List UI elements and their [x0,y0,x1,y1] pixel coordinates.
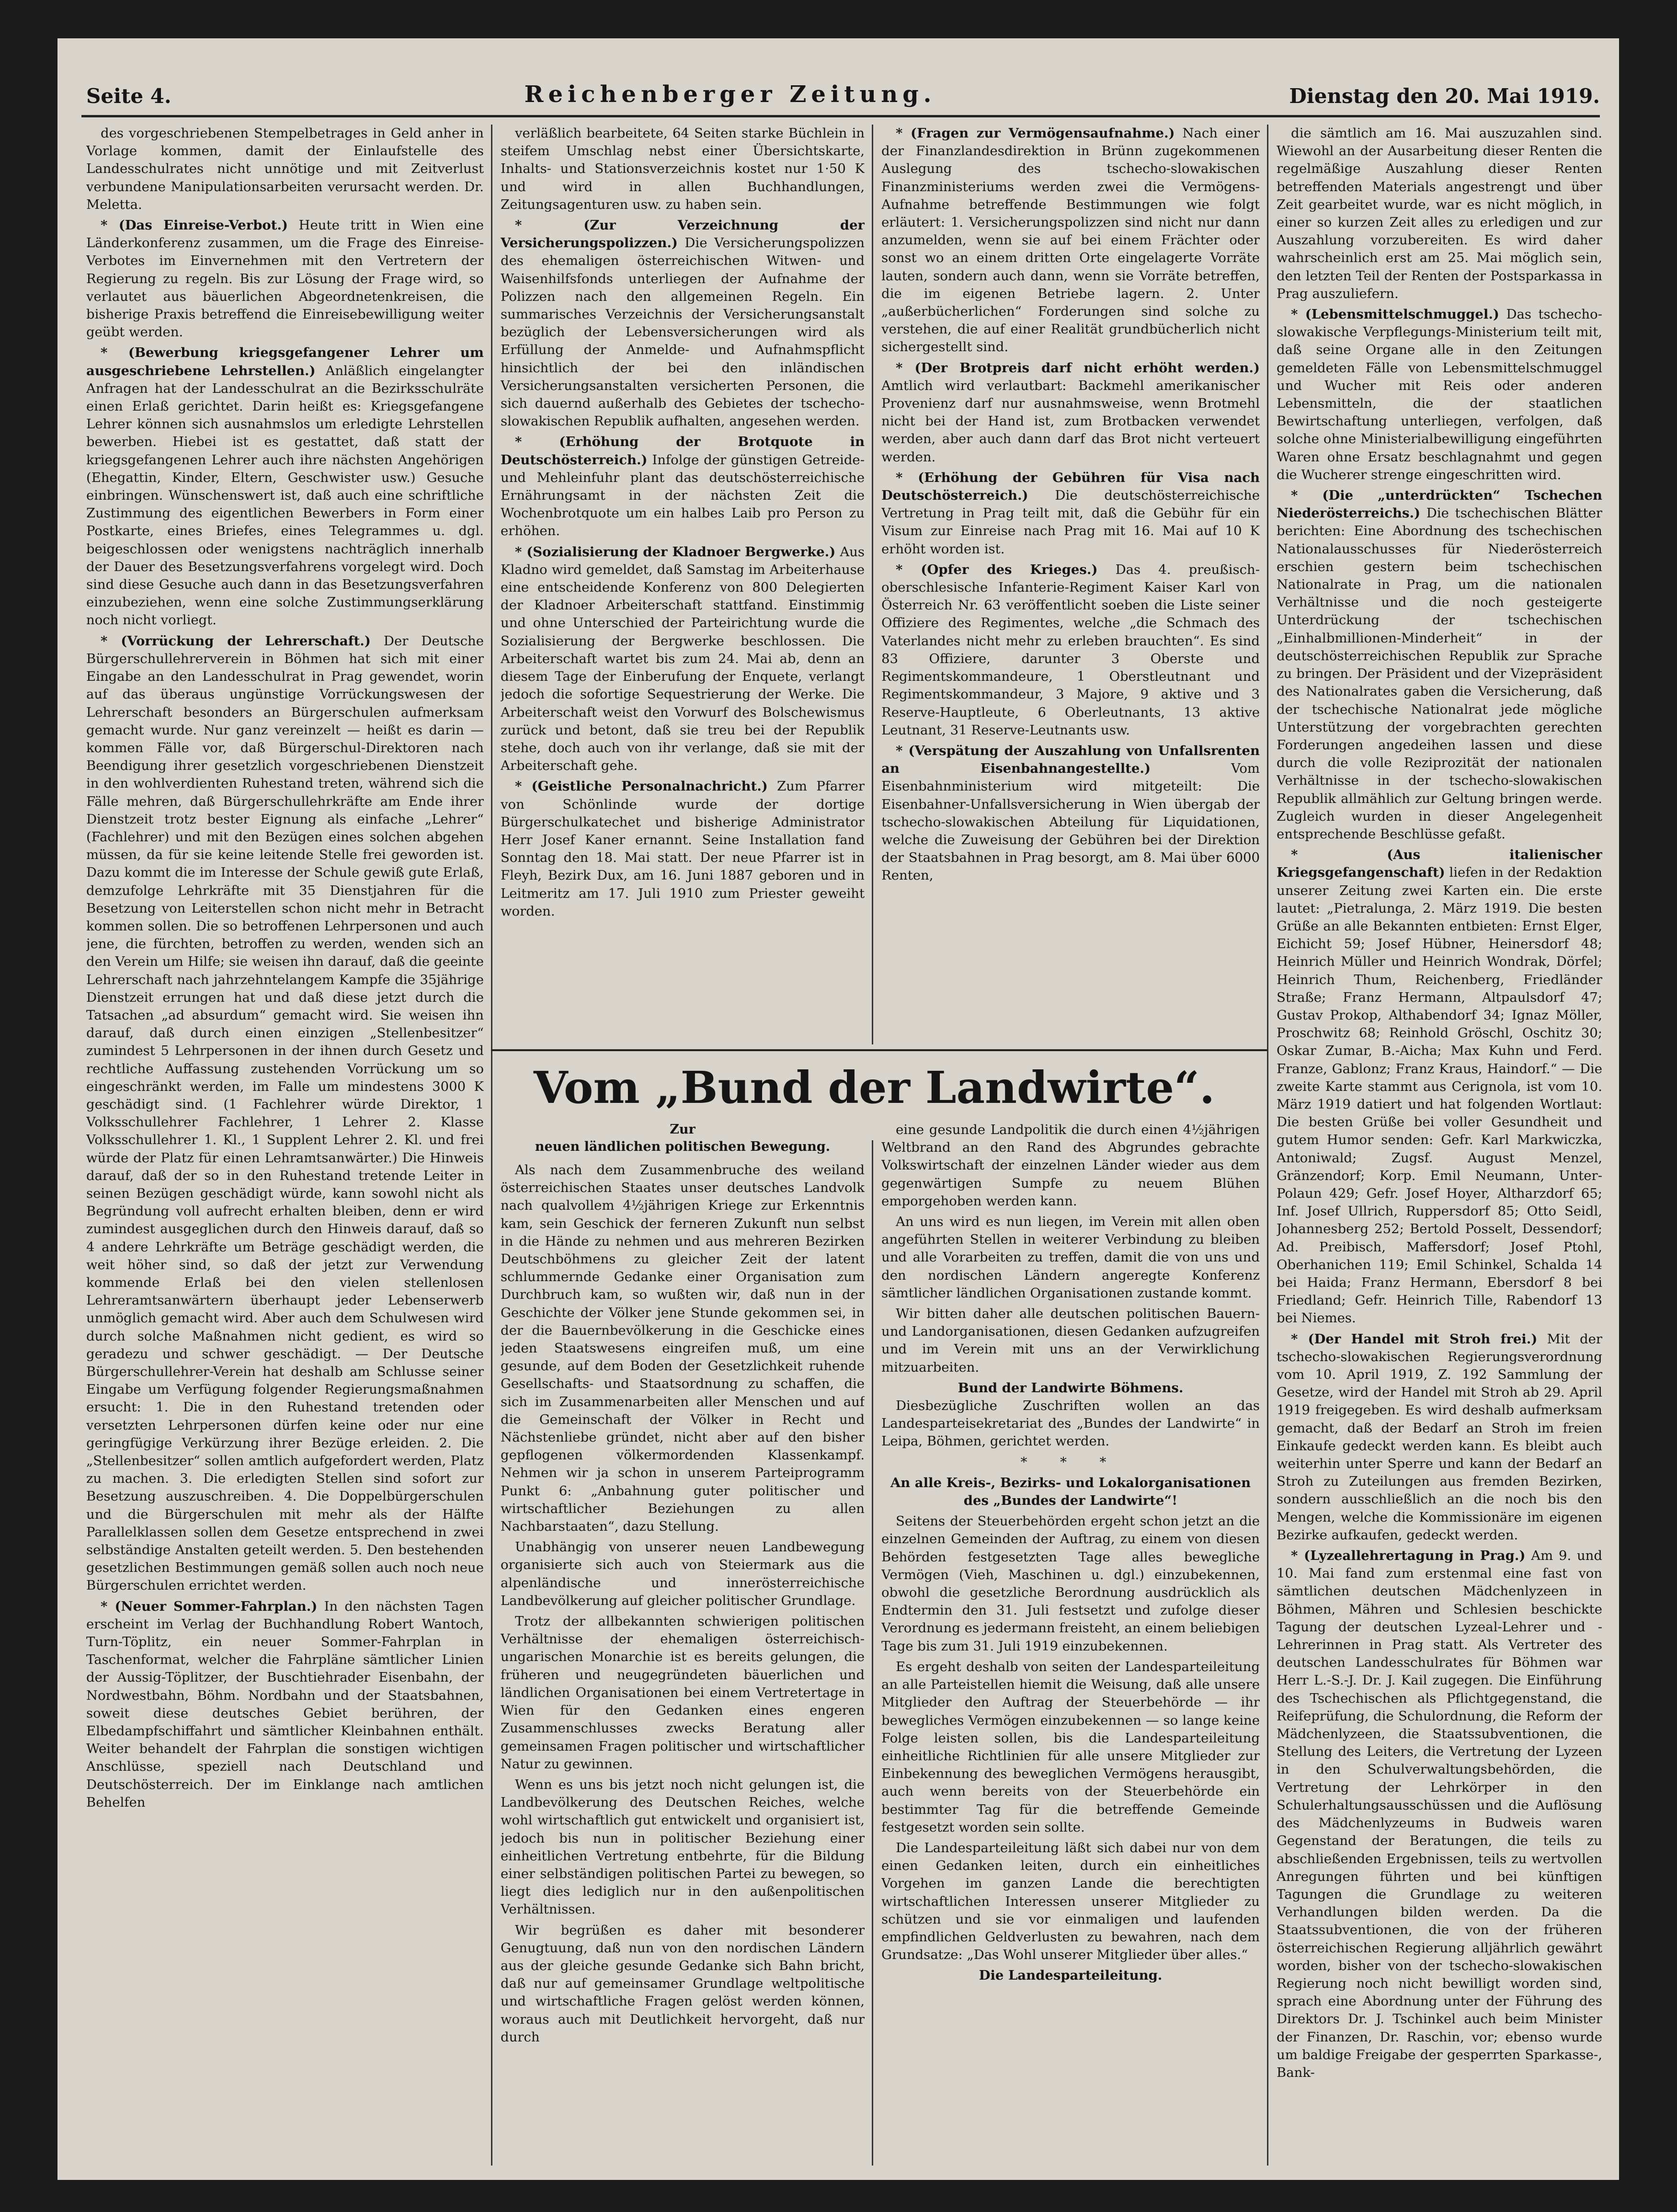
news-item [1277,1547,1602,2082]
news-item [881,359,1260,466]
column-1 [86,125,484,2170]
column-3 [881,125,1260,1044]
news-item-text: Zum Pfarrer von Schönlinde wurde der dortige Bürgerschulkatechet und bisherige Administrator Herr Josef Kaner ernannt. Seine Installation fand Sonntag den 18. Mai statt. Der neue Pfarrer ist in Fleyh, Bezirk Dux, am 16. Juni 1887 geboren und in Leitmeritz am 17. Juli 1910 zum Priester geweiht worden. [501,779,865,919]
news-item-heading: * (Opfer des Krieges.) [896,562,1098,577]
news-item-heading: * (Lyzeallehrertagung in Prag.) [1291,1548,1526,1564]
news-item-text: verläßlich bearbeitete, 64 Seiten starke Büchlein in steifem Umschlag nebst einer Übersichtskarte, Inhalts- und Stationsverzeichnis kostet nur 1·50 K und wird in allen Buchhandlungen, Zeitungsagenturen usw. zu haben sein. [501,126,865,212]
news-item-text: Das 4. preußisch-oberschlesische Infanterie-Regiment Kaiser Karl von Österreich Nr. 63 veröffentlicht soeben die Liste seiner Offiziere des Regimentes, welche „die Schmach des Vaterlandes nicht mehr zu erleben brauchten“. Es sind 83 Offiziere, darunter 3 Oberste und Regimentskommandeure, 1 Oberstleutnant und Regimentskommandeur, 3 Majore, 9 aktive und 3 Reserve-Hauptleute, 6 Oberleutnants, 13 aktive Leutnant, 31 Reserve-Leutnants usw. [881,562,1260,738]
news-item-heading: * (Bewerbung kriegsgefangener Lehrer um ausgeschriebene Lehrstellen.) [86,345,484,378]
feature-subtitle-1: Zur [670,1122,696,1137]
news-item-text: Nach einer der Finanzlandesdirektion in Brünn zugekommenen Auslegung des tschecho-slowakischen Finanzministeriums werden zwei die Vermögens-Aufnahme betreffende Bestimmungen wie folgt erläutert: 1. Versicherungspolizzen sind nicht nur dann anzumelden, wenn sie auf bei einem Frächter oder sonst wo an einem dritten Orte eingelagerte Vorräte lauten, sondern auch dann, wenn sie Vorräte betreffen, die im eigenen Betriebe lagern. 2. Unter „außerbücherlichen“ Forderungen sind solche zu verstehen, die auf einer Realität grundbücherlich nicht sichergestellt sind. [881,126,1260,355]
news-item [1277,125,1602,303]
feature-paragraph: Die Landesparteileitung läßt sich dabei nur von dem einen Gedanken leiten, durch ein einheitliches Vorgehen im ganzen Lande die berechtigten wirtschaftlichen Interessen unserer Mitglieder zu schützen und sie vor einmaligen und laufenden empfindlichen Geldverlusten zu bewahren, nach dem Grundsatze: „Das Wohl unserer Mitglieder über alles.“ [881,1840,1260,1963]
feature-paragraph: eine gesunde Landpolitik die durch einen 4½jährigen Weltbrand an den Rand des Abgrundes gebrachte Volkswirtschaft der einzelnen Länder wieder aus dem gegenwärtigen Sumpfe zu neuem Blühen emporgehoben werden kann. [881,1122,1260,1209]
feature-paragraph: Trotz der allbekannten schwierigen politischen Verhältnisse der ehemaligen österreichisch-ungarischen Monarchie ist es bereits gelungen, die früheren und neugegründeten bäuerlichen und ländlichen Organisationen bei einem Vertretertage in Wien für den Gedanken eines engeren Zusammenschlusses zwecks Beratung aller gemeinsamen Fragen politischer und wirtschaftlicher Natur zu gewinnen. [501,1614,865,1772]
header-rule [81,115,1600,117]
news-item-heading: * (Der Brotpreis darf nicht erhöht werden.) [896,360,1260,376]
newspaper-page [57,38,1619,2180]
column-2 [501,125,865,1044]
news-item [881,125,1260,356]
feature-paragraph: An uns wird es nun liegen, im Verein mit allen oben angeführten Stellen in weiterer Verbindung zu bleiben und alle Vorarbeiten zu treffen, damit die von uns und den nordischen Ländern angeregte Konferenz sämtlicher ländlichen Organisationen zustande kommt. [881,1214,1260,1301]
news-item-text: liefen in der Redaktion unserer Zeitung zwei Karten ein. Die erste lautet: „Pietralunga, 2. März 1919. Die besten Grüße an alle Bekannten entbieten: Ernst Elger, Eichicht 59; Josef Hübner, Heinersdorf 48; Heinrich Müller und Heinrich Wondrak, Dörfel; Heinrich Thum, Reichenberg, Friedländer Straße; Franz Hermann, Altpaulsdorf 47; Gustav Prokop, Althabendorf 34; Ignaz Möller, Proschwitz 68; Reinhold Gröschl, Oschitz 30; Oskar Zumar, B.-Aicha; Max Kuhn und Ferd. Franze, Gablonz; Franz Kraus, Haindorf.“ — Die zweite Karte stammt aus Cerignola, ist vom 10. März 1919 datiert und hat folgenden Wortlaut: Die besten Grüße bei voller Gesundheit und gutem Humor senden: Gefr. Karl Markwiczka, Antoniwald; Zugsf. August Menzel, Gränzendorf; Korp. Emil Neumann, Unter-Polaun 429; Gefr. Josef Hoyer, Altharzdorf 65; Inf. Josef Ullrich, Ruppersdorf 85; Otto Seidl, Johannesberg 252; Bertold Posselt, Dessendorf; Ad. Preibisch, Maffersdorf; Josef Ptohl, Oberhanichen 119; Emil Schinkel, Schalda 14 bei Haida; Franz Hermann, Ebersdorf 8 bei Friedland; Gefr. Heinrich Tille, Rabendorf 13 bei Niemes. [1277,865,1602,1326]
news-item [86,217,484,341]
news-item [501,125,865,214]
news-item [881,742,1260,885]
feature-paragraph: Wir bitten daher alle deutschen politischen Bauern- und Landorganisationen, diesen Gedanken aufzugreifen und im Verein mit uns an der Verwirklichung mitzuarbeiten. [881,1306,1260,1375]
news-item-text: In den nächsten Tagen erscheint im Verlag der Buchhandlung Robert Wantoch, Turn-Töplitz, ein neuer Sommer-Fahrplan in Taschenformat, welcher die Fahrpläne sämtlicher Linien der Aussig-Töplitzer, der Buschtiehrader Eisenbahn, der Nordwestbahn, Böhm. Nordbahn und der Staatsbahnen, soweit diese deutsches Gebiet berühren, der Elbedampfschiffahrt und sämtlicher Kleinbahnen enthält. Weiter behandelt der Fahrplan die sonstigen wichtigen Anschlüsse, speziell nach Deutschland und Deutschösterreich. Der im Einklange nach amtlichen Behelfen [86,1598,484,1810]
feature-paragraph: Seitens der Steuerbehörden ergeht schon jetzt an die einzelnen Gemeinden der Auftrag, zu einem von diesen Behörden festgesetzten Tage alles bewegliche Vermögen (Vieh, Maschinen u. dgl.) einzubekennen, obwohl die gesetzliche Berordnung ausdrücklich als Endtermin den 31. Juli festsetzt und zufolge dieser Verordnung es jedermann freisteht, an einem beliebigen Tage bis zum 31. Juli 1919 einzubekennen. [881,1513,1260,1654]
news-item-heading: * (Die „unterdrückten“ Tschechen Niederösterreichs.) [1277,488,1602,521]
news-item-heading: * (Sozialisierung der Kladnoer Bergwerke.) [515,544,836,560]
column-4 [1277,125,1602,2170]
news-item [1277,487,1602,843]
news-item-heading: * (Neuer Sommer-Fahrplan.) [101,1598,318,1614]
news-item-heading: * (Fragen zur Vermögensaufnahme.) [896,126,1175,141]
feature-column-a [501,1121,865,2170]
news-item-heading: * (Vorrückung der Lehrerschaft.) [101,633,371,649]
news-item-heading: * (Lebensmittelschmuggel.) [1291,307,1499,322]
page-number: Seite 4. [86,84,171,108]
news-item-text: Der Deutsche Bürgerschullehrerverein in Böhmen hat sich mit einer Eingabe an den Landesschulrat in Prag gewendet, worin auf das überaus ungünstige Vorrückungswesen der Lehrerschaft besonders an Bürgerschulen aufmerksam gemacht wurde. Nur ganz vereinzelt — heißt es darin — kommen Fälle vor, daß Bürgerschul-Direktoren nach Beendigung ihrer gesetzlich vorgeschriebenen Dienstzeit in den wohlverdienten Ruhestand treten, während sich die Fälle mehren, daß Bürgerschullehrkräfte am Ende ihrer Dienstzeit trotz bester Eignung als einfache „Lehrer“ (Fachlehrer) und mit den Bezügen eines solchen abgehen müssen, da für sie keine leitende Stelle frei geworden ist. Dazu kommt die im Interesse der Schule gewiß gute Erlaß, demzufolge Lehrkräfte mit 35 Dienstjahren für die Besetzung von Leiterstellen schon nicht mehr in Betracht kommen sollen. Die so betroffenen Lehrpersonen und auch jene, die fürchten, betroffen zu werden, wenden sich an den Verein um Hilfe; sie weisen ihn darauf, daß die geeinte Lehrerschaft nach jahrzehntelangem Kampfe die 35jährige Dienstzeit errungen hat und daß diese jetzt durch die Tatsachen „ad absurdum“ gemacht wird. Sie weisen ihn darauf, daß durch einen einzigen „Stellenbesitzer“ zumindest 5 Lehrpersonen in der ihnen durch Gesetz und rechtliche Auffassung zustehenden Vorrückung um so eingeschränkt werden, im Falle um mindestens 3000 K geschädigt sind. (1 Fachlehrer würde Direktor, 1 Volksschullehrer Fachlehrer, 1 Lehrer 2. Klasse Volksschullehrer 1. Kl., 1 Supplent Lehrer 2. Kl. und frei würde der Platz für einen Lehramtsanwärter.) Die Hinweis darauf, daß der so in den Ruhestand tretende Leiter in seinen Bezügen geschädigt würde, kann sowohl nicht als Begründung voll aufrecht erhalten bleiben, denn er wird zumindest ausgeglichen durch den Hinweis darauf, daß so 4 andere Lehrkräfte um Beträge geschädigt werden, die weit höher sind, so daß der jetzt zur Verwendung kommende Erlaß bei den vielen stellenlosen Lehreramtsanwärtern überhaupt jeder Lebenserwerb unmöglich gemacht wird. Aber auch dem Schulwesen wird durch solche Maßnahmen nicht gedient, es wird so geradezu und schwer geschädigt. — Der Deutsche Bürgerschullehrer-Verein hat deshalb am Schlusse seiner Eingabe um Verfügung folgender Regierungsmaßnahmen ersucht: 1. Die in den Ruhestand tretenden oder versetzten Lehrpersonen dürfen keine oder nur eine geringfügige Verkürzung ihrer Bezüge erleiden. 2. Die „Stellenbesitzer“ sollen amtlich aufgefordert werden, Platz zu machen. 3. Die erledigten Stellen sind sofort zur Besetzung auszuschreiben. 4. Die Doppelbürgerschulen und die Bürgerschulen mit mehr als der Hälfte Parallelklassen sollen dem Gesetze entsprechend in zwei selbständige Anstalten geteilt werden. 5. Den bestehenden gesetzlichen Bestimmungen gemäß sollen auch noch neue Bürgerschulen errichtet werden. [86,633,484,1593]
news-item [881,561,1260,739]
news-item-text: Am 9. und 10. Mai fand zum erstenmal eine fast von sämtlichen deutschen Mädchenlyzeen in Böhmen, Mähren und Schlesien beschickte Tagung der deutschen Lyzeal-Lehrer und -Lehrerinnen in Prag statt. Als Vertreter des deutschen Landesschulrates für Böhmen war Herr L.-S.-J. Dr. J. Kail zugegen. Die Einführung des Tschechischen als Pflichtgegenstand, die Reifeprüfung, die Schulordnung, die Reform der Mädchenlyzeen, die Staatssubventionen, die Stellung des Leiters, die Vertretung der Lyzeen in den Schulverwaltungsbehörden, die Vertretung der Lehrkörper in den Schulerhaltungsausschüssen und die Auflösung des Mädchenlyzeums in Budweis waren Gegenstand der Beratungen, die teils zu abschließenden Ergebnissen, teils zu wertvollen Anregungen führten und bei künftigen Tagungen die Grundlage zu weiteren Verhandlungen bilden werden. Da die Staatssubventionen, die von der früheren österreichischen Regierung alljährlich gewährt worden, bisher von der tschecho-slowakischen Regierung noch nicht bewilligt worden sind, sprach eine Abordnung unter der Führung des Direktors Dr. J. Tschinkel auch beim Minister der Finanzen, Dr. Raschin, vor; ebenso wurde um baldige Freigabe der gesperrten Sparkasse-, Bank- [1277,1548,1602,2080]
news-item [86,632,484,1595]
feature-paragraph: Es ergeht deshalb von seiten der Landesparteileitung an alle Parteistellen hiemit die Weisung, daß alle unsere Mitglieder den Auftrag der Steuerbehörde — ihr bewegliches Vermögen einzubekennen — so lange keine Folge leisten sollen, bis die Landesparteileitung einheitliche Richtlinien für alle unsere Mitglieder zur Einbekennung des beweglichen Vermögens herausgibt, auch wenn bereits von der Steuerbehörde ein bestimmter Tag für die betreffende Gemeinde festgesetzt worden sein sollte. [881,1659,1260,1835]
news-item-text: Heute tritt in Wien eine Länderkonferenz zusammen, um die Frage des Einreise-Verbotes im Einvernehmen mit den Vertretern der Regierung zu regeln. Bis zur Lösung der Frage wird, so verlautet aus bäuerlichen Abgeordnetenkreisen, die bisherige Praxis betreffend die Einreisebewilligung weiter geübt werden. [86,218,484,340]
feature-column-b [881,1121,1260,2170]
page-header [86,65,1600,108]
feature-paragraph: Unabhängig von unserer neuen Landbewegung organisierte sich auch von Steiermark aus die alpenländische und innerösterreichische Landbevölkerung auf gleicher politischer Grundlage. [501,1539,865,1608]
news-item-text: die sämtlich am 16. Mai auszuzahlen sind. Wiewohl an der Ausarbeitung dieser Renten die regelmäßige Auszahlung dieser Renten betreffenden Materials angestrengt und über Zeit gearbeitet wurde, war es nicht möglich, in einer so kurzen Zeit alles zu erledigen und zur Auszahlung vorzubereiten. Es wird daher wahrscheinlich erst am 25. Mai möglich sein, den letzten Teil der Renten der Postsparkassa in Prag auszuliefern. [1277,126,1602,301]
feature-title: Vom „Bund der Landwirte“. [534,1062,1215,1113]
news-item [86,344,484,629]
news-item-heading: * (Das Einreise-Verbot.) [101,218,288,233]
news-item [501,543,865,775]
newspaper-title: Reichenberger Zeitung. [524,81,936,108]
news-item [501,217,865,430]
signature-landesparteileitung: Die Landesparteileitung. [979,1968,1163,1983]
news-item-heading: * (Zur Verzeichnung der Versicherungspolizzen.) [501,218,865,251]
feature-paragraph: Als nach dem Zusammenbruche des weiland österreichischen Staates unser deutsches Landvolk nach qualvollem 4½jährigen Kriege zur Erkenntnis kam, sein Geschick der ferneren Zukunft nun selbst in die Hände zu nehmen und aus mehreren Bezirken Deutschböhmens zu gleicher Zeit der latent schlummernde Gedanke einer Organisation zum Durchbruch kam, so wußten wir, daß nun in der Geschichte der Völker jene Stunde gekommen sei, in der die Bauernbevölkerung in die Geschicke eines jeden Staatswesens eingreifen muß, um eine gesunde, auf dem Boden der Gesetzlichkeit ruhende Gesellschafts- und Staatsordnung zu schaffen, die sich im Zusammenarbeiten aller Menschen und auf die Gemeinschaft der Völker in Recht und Nächstenliebe gründet, nicht aber auf den bisher gepflogenen völkermordenden Klassenkampf. Nehmen wir ja schon in unserem Parteiprogramm Punkt 6: „Anbahnung guter politischer und wirtschaftlicher Beziehungen zu allen Nachbarstaaten“, dazu Stellung. [501,1162,865,1535]
news-item-heading: * (Verspätung der Auszahlung von Unfallsrenten an Eisenbahnangestellte.) [881,743,1260,777]
issue-date: Dienstag den 20. Mai 1919. [1289,84,1600,108]
news-item [881,469,1260,558]
signature-bund: Bund der Landwirte Böhmens. [958,1380,1184,1396]
feature-subheading: An alle Kreis-, Bezirks- und Lokalorganisationen des „Bundes der Landwirte“! [890,1475,1251,1509]
feature-subtitle-2: neuen ländlichen politischen Bewegung. [535,1139,831,1154]
news-item-text: Die tschechischen Blätter berichten: Eine Abordnung des tschechischen Nationalausschusses für Niederösterreich erschien gestern beim tschechischen Nationalrate in Prag, um die nationalen Verhältnisse und die noch gesteigerte Unterdrückung der tschechischen „Einhalbmillionen-Minderheit“ in der deutschösterreichischen Republik zur Sprache zu bringen. Der Präsident und der Vizepräsident des Nationalrates gaben die Versicherung, daß der tschechische Nationalrat jede mögliche Unterstützung der vorgebrachten gerechten Forderungen angedeihen lassen und diese durch die volle Reziprozität der nationalen Verhältnisse in der tschecho-slowakischen Republik allmählich zur Geltung bringen werde. Zugleich wurden in dieser Angelegenheit entsprechende Beschlüsse gefaßt. [1277,505,1602,842]
news-item [501,433,865,540]
news-item [501,778,865,920]
news-item [1277,306,1602,484]
news-item [86,1598,484,1811]
column-divider [1267,125,1268,2166]
news-item-text: Anläßlich eingelangter Anfragen hat der Landesschulrat an die Bezirksschulräte einen Erlaß gerichtet. Darin heißt es: Kriegsgefangene Lehrer können sich ausnahmslos um erledigte Lehrstellen bewerben. Hiebei ist es gestattet, daß statt der kriegsgefangenen Lehrer auch ihre nächsten Angehörigen (Ehegattin, Kinder, Eltern, Geschwister usw.) Gesuche einbringen. Wünschenswert ist, daß auch eine schriftliche Zustimmung des eigentlichen Bewerbers in Form einer Postkarte, eines Briefes, eines Telegrammes u. dgl. beigeschlossen oder wenigstens nachträglich innerhalb der Dauer des Besetzungsverfahrens vorgelegt wird. Doch sind diese Gesuche auch dann in das Besetzungsverfahren einzubeziehen, wenn eine solche Zustimmungserklärung noch nicht vorliegt. [86,363,484,628]
news-item-text: Amtlich wird verlautbart: Backmehl amerikanischer Provenienz darf nur ausnahmsweise, wenn Brotmehl nicht bei der Hand ist, zum Brotbacken verwendet werden, aber auch dann darf das Brot nicht verteuert werden. [881,378,1260,465]
news-item-heading: * (Erhöhung der Brotquote in Deutschösterreich.) [501,434,865,468]
column-divider [491,125,492,2166]
news-item-text: Das tschecho-slowakische Verpflegungs-Ministerium teilt mit, daß seine Organe alle in den Zeitungen gemeldeten Fälle von Lebensmittelschmuggel und Wucher mit Reis oder anderen Lebensmitteln, die der staatlichen Bewirtschaftung unterliegen, verfolgen, daß solche ohne Ministerialbewilligung eingeführten Waren ohne Ersatz beschlagnahmt und gegen die Wucherer strenge eingeschritten wird. [1277,307,1602,482]
news-item-text: Aus Kladno wird gemeldet, daß Samstag im Arbeiterhause eine entscheidende Konferenz von 800 Delegierten der Kladnoer Arbeiterschaft stattfand. Einstimmig und ohne Unterschied der Parteirichtung wurde die Sozialisierung der Bergwerke beschlossen. Die Arbeiterschaft wartet bis zum 24. Mai ab, denn an diesem Tage der Einberufung der Enquete, verlangt jedoch die sofortige Sequestrierung der Werke. Die Arbeiterschaft weist den Vorwurf des Bolschewismus zurück und betont, daß sie treu bei der Republik stehe, doch auch von ihr verlange, daß sie mit der Arbeiterschaft gehe. [501,544,865,774]
news-item-text: Vom Eisenbahnministerium wird mitgeteilt: Die Eisenbahner-Unfallsversicherung in Wien übergab der tschecho-slowakischen Abteilung für Liquidationen, welche die Zuweisung der Gebühren bei der Direktion der Staatsbahnen in Prag besorgt, am 8. Mai über 6000 Renten, [881,761,1260,883]
news-item-heading: * (Erhöhung der Gebühren für Visa nach Deutschösterreich.) [881,470,1260,504]
column-divider [872,125,873,1044]
news-item-text: Infolge der günstigen Getreide- und Mehleinfuhr plant das deutschösterreichische Ernährungsamt in der nächsten Zeit die Wochenbrotquote um ein halbes Laib pro Person zu erhöhen. [501,452,865,539]
news-item-text: Die deutschösterreichische Vertretung in Prag teilt mit, daß die Gebühr für ein Visum zur Einreise nach Prag mit 16. Mai auf 10 K erhöht worden ist. [881,488,1260,557]
news-item [1277,846,1602,1327]
feature-top-rule [491,1049,1267,1051]
feature-paragraph: Wenn es uns bis jetzt noch nicht gelungen ist, die Landbevölkerung des Deutschen Reiches, welche wohl wirtschaftlich gut entwickelt und organisiert ist, jedoch bis nun in politischer Beziehung einer einheitlichen Vertretung entbehrte, für die Bildung einer selbständigen politischen Partei zu bewegen, so liegt dies lediglich nur in den außenpolitischen Verhältnissen. [501,1776,865,1917]
news-item-text: Die Versicherungspolizzen des ehemaligen österreichischen Witwen- und Waisenhilfsfonds unterliegen der Aufnahme der Polizzen nach den allgemeinen Regeln. Ein summarisches Verzeichnis der Versicherungsanstalt bezüglich der Lebensversicherungen wird als Erfüllung der Anmelde- und Aufnahmspflicht hinsichtlich der bei den inländischen Versicherungsanstalten versicherten Personen, die sich dauernd außerhalb des Gebietes der tschecho-slowakischen Republik aufhalten, angesehen werden. [501,235,865,429]
news-item [1277,1330,1602,1544]
separator-stars: * * * [1020,1454,1121,1470]
news-item-text: des vorgeschriebenen Stempelbetrages in Geld anher in Vorlage kommen, damit der Einlaufstelle des Landesschulrates nicht unnötige und mit Zeitverlust verbundene Manipulationsarbeiten verursacht werden. Dr. Meletta. [86,126,484,212]
news-item-heading: * (Geistliche Personalnachricht.) [515,779,768,794]
news-item-heading: * (Aus italienischer Kriegsgefangenschaft) [1277,847,1602,881]
news-item [86,125,484,214]
column-divider [872,1140,873,2166]
feature-paragraph: Diesbezügliche Zuschriften wollen an das Landesparteisekretariat des „Bundes der Landwirte“ in Leipa, Böhmen, gerichtet werden. [881,1398,1260,1449]
news-item-text: Mit der tschecho-slowakischen Regierungsverordnung vom 10. April 1919, Z. 192 Sammlung der Gesetze, wird der Handel mit Stroh ab 29. April 1919 freigegeben. Es wird deshalb aufmerksam gemacht, daß der Bedarf an Stroh im freien Einkaufe gedeckt werden kann. Es bleibt auch weiterhin unter Sperre und kann der Bedarf an Stroh zu Zuteilungen aus fremden Bezirken, sondern ausschließlich an die noch bis den Mengen, welche die Kommissionäre im eigenen Bezirke aufkaufen, gedeckt werden. [1277,1331,1602,1543]
feature-paragraph: Wir begrüßen es daher mit besonderer Genugtuung, daß nun von den nordischen Ländern aus der gleiche gesunde Gedanke sich Bahn bricht, daß nur auf gemeinsamer Grundlage weltpolitische und wirtschaftliche Fragen gelöst werden können, woraus auch mit Deutlichkeit hervorgeht, daß nur durch [501,1922,865,2045]
news-item-heading: * (Der Handel mit Stroh frei.) [1291,1331,1538,1347]
